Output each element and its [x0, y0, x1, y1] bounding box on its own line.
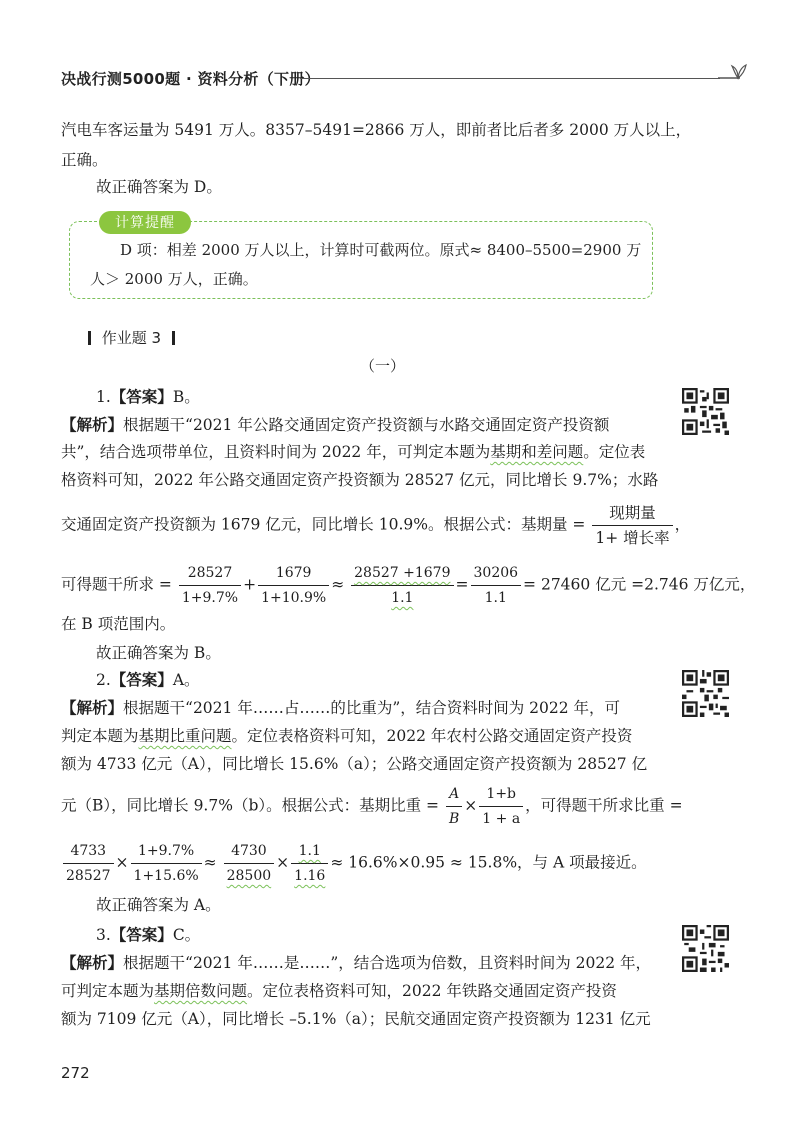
answer-label: 【答案】 [110, 926, 173, 944]
operator: ≈ [203, 853, 217, 872]
q2-analysis-line [61, 697, 620, 719]
fraction-numerator: 28527 [179, 562, 241, 586]
answer-label: 【答案】 [110, 671, 173, 689]
fraction-numerator: 1.1 [291, 840, 328, 864]
text-run: 可得题干所求 = [61, 575, 172, 594]
analysis-label: 【解析】 [61, 416, 124, 434]
fraction-denominator: B [448, 811, 460, 827]
growth-fraction [479, 783, 523, 830]
q3-answer-line [96, 924, 200, 946]
running-header: 决战行测5000题 · 资料分析（下册） [61, 70, 320, 88]
fraction-numerator: 1679 [258, 562, 329, 586]
fraction-denominator: 28500 [226, 868, 272, 884]
q3-answer-value: C。 [172, 926, 201, 944]
fraction-denominator: 1+9.7% [181, 590, 239, 606]
fraction-numerator: A [449, 786, 460, 802]
tip-text-line: D 项：相差 2000 万人以上，计算时可截两位。原式≈ 8400–5500=2900 万 [120, 241, 642, 259]
text-run: 元（B），同比增长 9.7%（b）。根据公式：基期比重 = [61, 796, 440, 815]
fraction-numerator: 1+b [479, 783, 523, 807]
fraction-denominator: 28527 [66, 868, 111, 884]
operator: = [455, 575, 469, 594]
calc-fraction [471, 562, 522, 609]
operator: × [464, 796, 478, 815]
calc-fraction [63, 840, 114, 887]
homework-title [88, 327, 175, 348]
q2-number: 2. [96, 671, 111, 689]
sprout-icon [714, 58, 748, 88]
fraction-denominator: 1+10.9% [261, 590, 327, 606]
conclusion-line: 故正确答案为 D。 [96, 178, 222, 196]
question-type-highlight: 基期倍数问题 [154, 982, 248, 1000]
conclusion-line: 故正确答案为 A。 [96, 896, 221, 914]
q1-analysis-line [61, 441, 645, 463]
calc-fraction [258, 562, 329, 609]
operator: × [276, 853, 290, 872]
fraction-numerator: 4730 [224, 840, 275, 864]
operator: ≈ [331, 575, 345, 594]
q1-formula-line [61, 502, 690, 549]
analysis-label: 【解析】 [61, 699, 124, 717]
text-line: 汽电车客运量为 5491 万人。8357–5491=2866 万人，即前者比后者多 2000 万人以上， [61, 121, 692, 139]
conclusion-line: 故正确答案为 B。 [96, 644, 221, 662]
text-run: 交通固定资产投资额为 1679 亿元，同比增长 10.9%。根据公式：基期量 = [61, 515, 586, 534]
qr-code-icon[interactable] [682, 925, 729, 972]
text-run: 。定位表格资料可知，2022 年铁路交通固定资产投资 [247, 982, 617, 1000]
q3-analysis-line: 额为 7109 亿元（A），同比增长 –5.1%（a）；民航交通固定资产投资额为 1231 亿元 [61, 1010, 651, 1028]
calc-fraction [131, 840, 202, 887]
text-run: 。定位表格资料可知，2022 年农村公路交通固定资产投资 [231, 727, 633, 745]
q3-number: 3. [96, 926, 111, 944]
q2-formula-line [61, 783, 683, 830]
text-run: 根据题干“2021 年……占……的比重为”，结合资料时间为 2022 年，可 [123, 699, 621, 717]
q3-analysis-line [61, 952, 651, 974]
q2-calculation-line [61, 840, 647, 887]
text-line: 正确。 [61, 151, 108, 169]
q2-analysis-line [61, 725, 632, 747]
tip-text-line: 人＞ 2000 万人，正确。 [90, 270, 258, 288]
q2-analysis-line: 额为 4733 亿元（A），同比增长 15.6%（a）；公路交通固定资产投资额为 28527 亿 [61, 755, 648, 773]
q1-answer-value: B。 [172, 388, 200, 406]
q1-number: 1. [96, 388, 111, 406]
title-bar-right [172, 331, 175, 345]
text-run: = 27460 亿元 =2.746 万亿元， [523, 575, 756, 594]
qr-code-icon[interactable] [682, 388, 729, 435]
homework-title-text: 作业题 3 [101, 329, 162, 347]
question-type-highlight: 基期和差问题 [490, 443, 584, 461]
q1-analysis-line: 格资料可知，2022 年公路交通固定资产投资额为 28527 亿元，同比增长 9.7%；水路 [61, 471, 659, 489]
q1-calculation-line [61, 562, 755, 609]
fraction-denominator: 1+ 增长率 [595, 529, 670, 547]
text-run: 可判定本题为 [61, 982, 155, 1000]
header-rule [300, 78, 720, 79]
analysis-label: 【解析】 [61, 954, 124, 972]
title-bar-left [88, 331, 91, 345]
operator: + [243, 575, 257, 594]
page-number: 272 [61, 1064, 90, 1082]
qr-code-icon[interactable] [682, 670, 729, 717]
text-run: 共”，结合选项带单位，且资料时间为 2022 年，可判定本题为 [61, 443, 491, 461]
calc-fraction [291, 840, 328, 887]
fraction-numerator: 28527 +1679 [351, 562, 453, 586]
calc-fraction [179, 562, 241, 609]
question-type-highlight: 基期比重问题 [138, 727, 232, 745]
operator: × [115, 853, 129, 872]
base-share-fraction [446, 783, 462, 830]
fraction-denominator: 1.1 [391, 590, 414, 606]
text-run: ， [674, 515, 691, 534]
calc-fraction [224, 840, 275, 887]
fraction-numerator: 4733 [63, 840, 114, 864]
answer-label: 【答案】 [110, 388, 173, 406]
q1-analysis-line: 在 B 项范围内。 [61, 615, 176, 633]
fraction-numerator: 1+9.7% [131, 840, 202, 864]
q3-analysis-line [61, 980, 617, 1002]
calculation-tip-label: 计算提醒 [99, 211, 191, 234]
section-heading: （一） [360, 357, 406, 375]
calc-fraction [351, 562, 453, 609]
fraction-numerator: 30206 [471, 562, 522, 586]
text-run: 判定本题为 [61, 727, 139, 745]
q1-analysis-line [61, 414, 609, 436]
q2-answer-line [96, 669, 200, 691]
fraction-numerator: 现期量 [592, 502, 672, 526]
base-value-fraction [592, 502, 672, 549]
fraction-denominator: 1.16 [294, 868, 326, 884]
q2-answer-value: A。 [172, 671, 200, 689]
text-run: ，可得题干所求比重 = [525, 796, 683, 815]
text-run: 根据题干“2021 年公路交通固定资产投资额与水路交通固定资产投资额 [123, 416, 610, 434]
text-run: 根据题干“2021 年……是……”，结合选项为倍数，且资料时间为 2022 年， [123, 954, 652, 972]
text-run: 。定位表 [583, 443, 646, 461]
fraction-denominator: 1.1 [484, 590, 507, 606]
fraction-denominator: 1+15.6% [133, 868, 199, 884]
fraction-denominator: 1 + a [482, 811, 521, 827]
q1-answer-line [96, 386, 200, 408]
text-run: ≈ 16.6%×0.95 ≈ 15.8%，与 A 项最接近。 [330, 853, 647, 872]
